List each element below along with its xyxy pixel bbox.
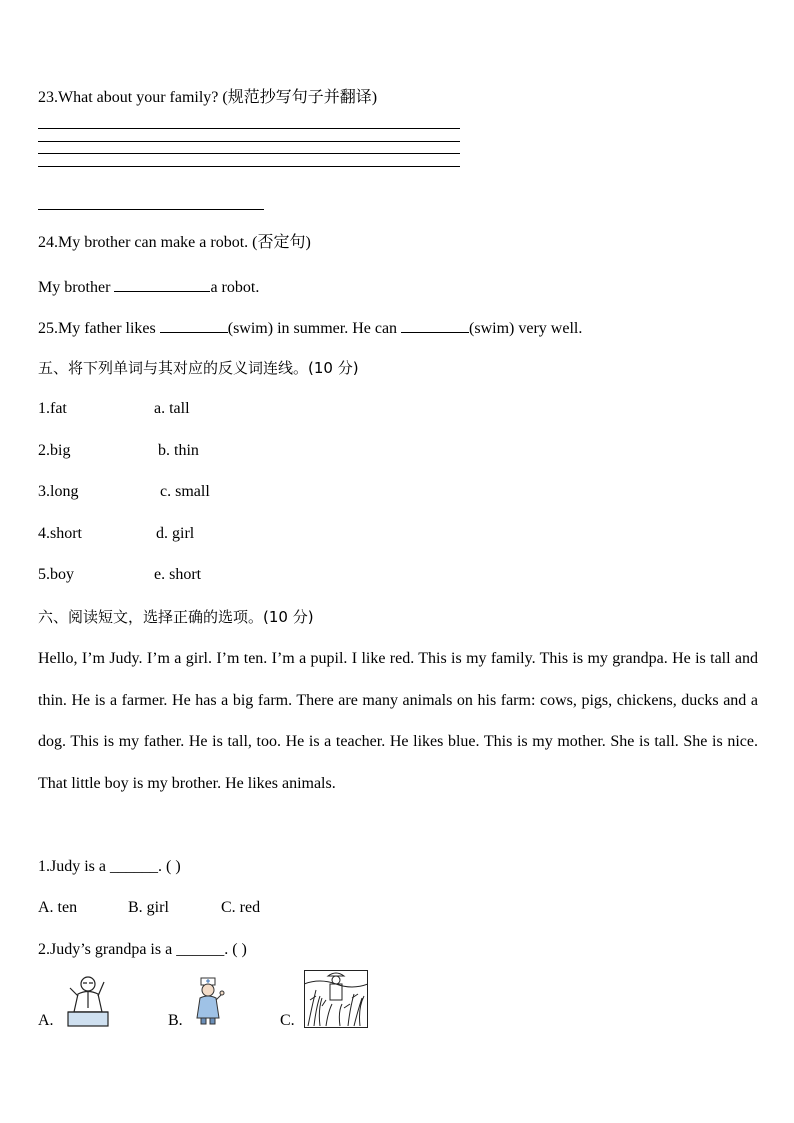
q2-stem: 2.Judy’s grandpa is a ______. ( ) xyxy=(38,941,247,958)
q25-blank-1[interactable] xyxy=(160,316,228,333)
teacher-picture xyxy=(62,972,114,1028)
q1-option-b[interactable]: B. girl xyxy=(128,899,169,916)
q2-option-a[interactable]: A. xyxy=(38,1012,54,1029)
q24-blank[interactable] xyxy=(114,275,210,292)
reading-passage: Hello, I’m Judy. I’m a girl. I’m ten. I’m a pupil. I like red. This is my family. This is my grandpa. He is tall and thin. He is a farmer. He has a big farm. There are many animals on his farm: cows, pigs, chickens, ducks and a dog. This is my father. He is tall, too. He is a teacher. He likes blue. This is my mother. She is tall. She is nice. That little boy is my brother. He likes animals. xyxy=(38,650,758,792)
q23-text: 23.What about your family? (规范抄写句子并翻译) xyxy=(38,89,378,106)
q25-part2: (swim) in summer. He can xyxy=(227,320,398,337)
answer-line[interactable] xyxy=(38,209,264,210)
answer-line[interactable] xyxy=(38,166,460,167)
section5-heading: 五、将下列单词与其对应的反义词连线。(10 分) xyxy=(38,359,359,377)
doctor-picture xyxy=(192,976,226,1026)
q24-answer-prefix: My brother xyxy=(38,279,111,296)
answer-line[interactable] xyxy=(38,128,460,129)
match-left-2[interactable]: 2.big xyxy=(38,442,71,459)
match-right-2[interactable]: b. thin xyxy=(158,442,199,459)
match-right-4[interactable]: d. girl xyxy=(156,525,195,542)
match-left-3[interactable]: 3.long xyxy=(38,483,79,500)
q1-stem: 1.Judy is a ______. ( ) xyxy=(38,858,181,875)
answer-line[interactable] xyxy=(38,153,460,154)
match-right-5[interactable]: e. short xyxy=(154,566,202,583)
q25-text xyxy=(38,316,582,339)
q24-prompt: 24.My brother can make a robot. (否定句) xyxy=(38,234,311,251)
match-right-3[interactable]: c. small xyxy=(160,483,210,500)
match-left-1[interactable]: 1.fat xyxy=(38,400,67,417)
q25-part3: (swim) very well. xyxy=(469,320,583,337)
q1-option-c[interactable]: C. red xyxy=(221,899,261,916)
q24-answer xyxy=(38,275,259,298)
section6-heading: 六、阅读短文，选择正确的选项。(10 分) xyxy=(38,608,314,626)
q1-option-a[interactable]: A. ten xyxy=(38,899,78,916)
match-left-4[interactable]: 4.short xyxy=(38,525,82,542)
q2-option-b[interactable]: B. xyxy=(168,1012,183,1029)
q25-part1: 25.My father likes xyxy=(38,320,156,337)
q2-option-c[interactable]: C. xyxy=(280,1012,295,1029)
q24-answer-suffix: a robot. xyxy=(210,279,260,296)
match-left-5[interactable]: 5.boy xyxy=(38,566,74,583)
q25-blank-2[interactable] xyxy=(401,316,469,333)
farmer-picture xyxy=(304,970,368,1028)
match-right-1[interactable]: a. tall xyxy=(154,400,190,417)
answer-line[interactable] xyxy=(38,141,460,142)
